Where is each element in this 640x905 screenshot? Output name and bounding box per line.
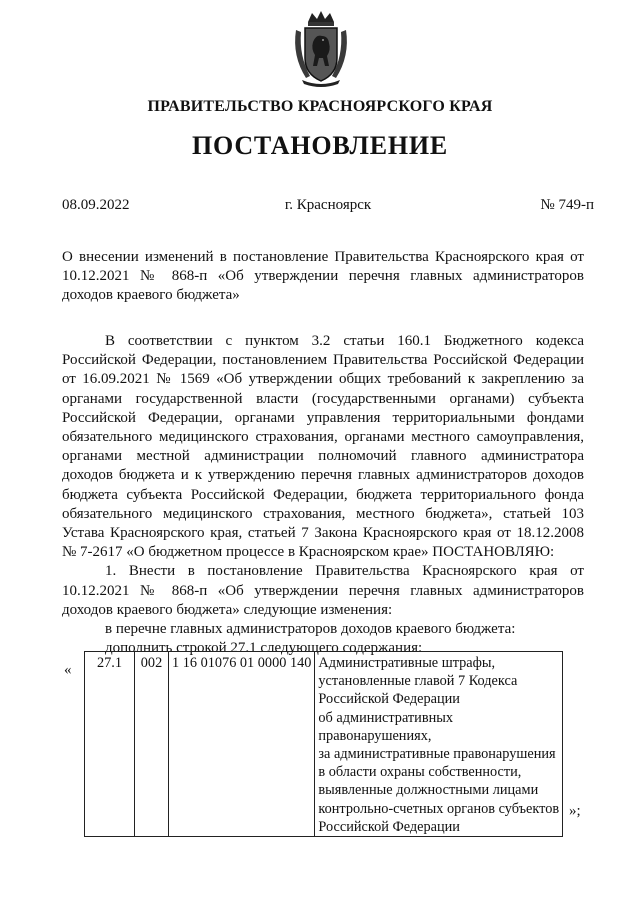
revenue-name-line: Административные штрафы,: [318, 655, 496, 671]
revenue-name-line: установленные главой 7 Кодекса: [318, 673, 518, 690]
revenue-name-line: об административных: [318, 709, 453, 726]
revenue-name-line: в области охраны собственности,: [318, 764, 522, 781]
document-kind-title: ПОСТАНОВЛЕНИЕ: [191, 131, 449, 160]
revenue-name-line: выявленные должностными лицами: [318, 782, 539, 799]
revenue-name-line: Российской Федерации: [318, 818, 460, 835]
krasnoyarsk-coat-of-arms-icon: [290, 8, 352, 88]
table-row: [85, 652, 563, 837]
closing-quote: »;: [569, 803, 581, 819]
document-body: [62, 332, 584, 658]
document-subject: О внесении изменений в постановление Правительства Красноярского края от 10.12.2021 № 868-п «Об утверждении перечня главных администраторов доходов краевого бюджета»: [62, 249, 584, 303]
item-1-paragraph: 1. Внести в постановление Правительства Красноярского края от 10.12.2021 № 868-п «Об утверждении перечня главных администраторов доходов краевого бюджета» следующие изменения:: [62, 563, 584, 618]
kbk-code-cell: 1 16 01076 01 0000 140: [169, 652, 315, 837]
revenue-name-line: Российской Федерации: [318, 691, 460, 708]
amendment-table-block: [62, 651, 592, 835]
item-1-sub-paragraph: в перечне главных администраторов доходов краевого бюджета:: [105, 621, 516, 638]
row-number-cell: 27.1: [85, 652, 135, 837]
admin-code-cell: 002: [135, 652, 169, 837]
document-date: 08.09.2022: [62, 197, 130, 213]
amendment-table: [84, 651, 563, 837]
revenue-name-line: контрольно-счетных органов субъектов: [318, 800, 560, 817]
revenue-name-line: правонарушениях,: [318, 727, 432, 744]
document-city: г. Красноярск: [284, 197, 372, 213]
revenue-name-line: за административные правонарушения: [318, 746, 556, 763]
opening-quote: «: [64, 662, 72, 678]
document-number: № 749-п: [540, 197, 594, 213]
government-title: ПРАВИТЕЛЬСТВО КРАСНОЯРСКОГО КРАЯ: [147, 98, 493, 115]
item-1-add-paragraph: дополнить строкой 27.1 следующего содержания:: [105, 640, 423, 657]
preamble-paragraph: В соответствии с пунктом 3.2 статьи 160.1 Бюджетного кодекса Российской Федерации, постановлением Правительства Российской Федерации от 16.09.2021 № 1569 «Об утверждении общих требований к закреплению за органами государственной власти (государственными органами) субъекта Российской Федерации, органами управления территориальными фондами обязательного медицинского страхования, органами местного самоуправления, органами местной администрации полномочий главного администратора доходов бюджета и к утверждению перечня главных администраторов доходов бюджета субъекта Российской Федерации, бюджета территориального фонда обязательного медицинского страхования, местного бюджета», статьей 103 Устава Красноярского края, статьей 7 Закона Красноярского края от 18.12.2008 № 7-2617 «О бюджетном процессе в Красноярском крае» ПОСТАНОВЛЯЮ:: [62, 333, 584, 561]
revenue-name-cell: [315, 652, 563, 837]
